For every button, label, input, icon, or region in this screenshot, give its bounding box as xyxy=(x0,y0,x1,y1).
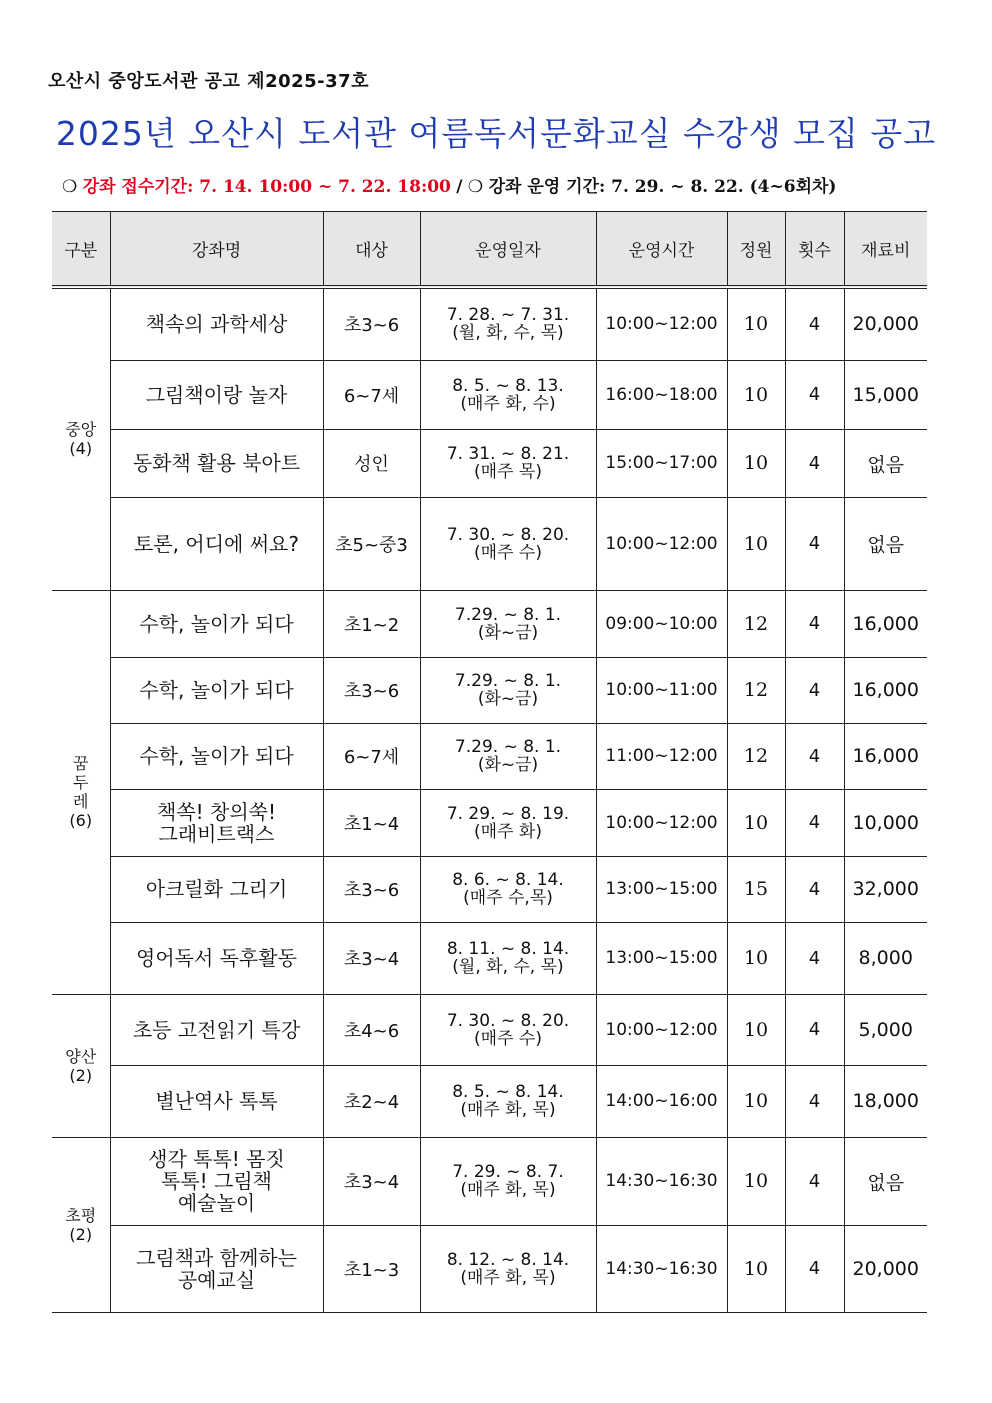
table-row xyxy=(52,922,927,994)
course-name: 수학, 놀이가 되다 xyxy=(110,657,323,723)
capacity-cell: 10 xyxy=(727,1225,785,1312)
time-cell: 14:30~16:30 xyxy=(596,1225,727,1312)
table-header-row xyxy=(52,212,927,288)
time-cell: 13:00~15:00 xyxy=(596,922,727,994)
capacity-cell: 12 xyxy=(727,590,785,657)
fee-cell: 32,000 xyxy=(844,856,927,922)
fee-cell: 20,000 xyxy=(844,287,927,360)
capacity-cell: 10 xyxy=(727,922,785,994)
target-cell: 초3~6 xyxy=(323,287,420,360)
header-target: 대상 xyxy=(323,212,420,288)
table-row xyxy=(52,1065,927,1137)
table-row xyxy=(52,497,927,590)
dates-cell: 7. 31. ~ 8. 21. (매주 목) xyxy=(420,429,596,497)
course-name: 생각 톡톡! 몸짓 톡톡! 그림책 예술놀이 xyxy=(110,1137,323,1225)
dates-cell: 7. 30. ~ 8. 20. (매주 수) xyxy=(420,497,596,590)
target-cell: 6~7세 xyxy=(323,723,420,789)
target-cell: 초2~4 xyxy=(323,1065,420,1137)
fee-cell: 없음 xyxy=(844,1137,927,1225)
time-cell: 10:00~12:00 xyxy=(596,497,727,590)
dates-cell: 8. 6. ~ 8. 14. (매주 수,목) xyxy=(420,856,596,922)
header-fee: 재료비 xyxy=(844,212,927,288)
sessions-cell: 4 xyxy=(785,657,844,723)
sessions-cell: 4 xyxy=(785,922,844,994)
sessions-cell: 4 xyxy=(785,1225,844,1312)
table-row xyxy=(52,789,927,856)
time-cell: 13:00~15:00 xyxy=(596,856,727,922)
fee-cell: 15,000 xyxy=(844,360,927,429)
target-cell: 초3~6 xyxy=(323,856,420,922)
target-cell: 초3~6 xyxy=(323,657,420,723)
course-name: 영어독서 독후활동 xyxy=(110,922,323,994)
table-row xyxy=(52,590,927,657)
target-cell: 초4~6 xyxy=(323,994,420,1065)
circle-bullet-icon: ❍ xyxy=(62,177,78,197)
header-capacity: 정원 xyxy=(727,212,785,288)
header-course: 강좌명 xyxy=(110,212,323,288)
course-name: 그림책이랑 놀자 xyxy=(110,360,323,429)
table-row xyxy=(52,287,927,360)
header-branch: 구분 xyxy=(52,212,110,288)
dates-cell: 7.29. ~ 8. 1. (화~금) xyxy=(420,723,596,789)
time-cell: 14:30~16:30 xyxy=(596,1137,727,1225)
target-cell: 성인 xyxy=(323,429,420,497)
fee-cell: 20,000 xyxy=(844,1225,927,1312)
target-cell: 초1~4 xyxy=(323,789,420,856)
dates-cell: 7. 28. ~ 7. 31. (월, 화, 수, 목) xyxy=(420,287,596,360)
table-row xyxy=(52,1137,927,1225)
sessions-cell: 4 xyxy=(785,856,844,922)
time-cell: 15:00~17:00 xyxy=(596,429,727,497)
operation-period: 강좌 운영 기간: 7. 29. ~ 8. 22. (4~6회차) xyxy=(488,177,837,197)
capacity-cell: 12 xyxy=(727,657,785,723)
target-cell: 6~7세 xyxy=(323,360,420,429)
sessions-cell: 4 xyxy=(785,1137,844,1225)
header-dates: 운영일자 xyxy=(420,212,596,288)
branch-cell: 꿈 두 레 (6) xyxy=(52,590,110,994)
time-cell: 11:00~12:00 xyxy=(596,723,727,789)
capacity-cell: 10 xyxy=(727,360,785,429)
dates-cell: 8. 5. ~ 8. 13. (매주 화, 수) xyxy=(420,360,596,429)
capacity-cell: 10 xyxy=(727,789,785,856)
target-cell: 초1~3 xyxy=(323,1225,420,1312)
target-cell: 초3~4 xyxy=(323,922,420,994)
target-cell: 초5~중3 xyxy=(323,497,420,590)
capacity-cell: 10 xyxy=(727,994,785,1065)
capacity-cell: 10 xyxy=(727,497,785,590)
table-row xyxy=(52,723,927,789)
dates-cell: 8. 11. ~ 8. 14. (월, 화, 수, 목) xyxy=(420,922,596,994)
table-row xyxy=(52,360,927,429)
course-name: 책쏙! 창의쑥! 그래비트랙스 xyxy=(110,789,323,856)
header-sessions: 횟수 xyxy=(785,212,844,288)
fee-cell: 16,000 xyxy=(844,657,927,723)
sessions-cell: 4 xyxy=(785,789,844,856)
time-cell: 14:00~16:00 xyxy=(596,1065,727,1137)
course-name: 별난역사 톡톡 xyxy=(110,1065,323,1137)
course-name: 아크릴화 그리기 xyxy=(110,856,323,922)
time-cell: 10:00~12:00 xyxy=(596,789,727,856)
fee-cell: 10,000 xyxy=(844,789,927,856)
course-table xyxy=(52,211,927,1313)
sessions-cell: 4 xyxy=(785,287,844,360)
course-name: 초등 고전읽기 특강 xyxy=(110,994,323,1065)
dates-cell: 7.29. ~ 8. 1. (화~금) xyxy=(420,590,596,657)
fee-cell: 18,000 xyxy=(844,1065,927,1137)
fee-cell: 없음 xyxy=(844,429,927,497)
sessions-cell: 4 xyxy=(785,1065,844,1137)
sessions-cell: 4 xyxy=(785,360,844,429)
period-line xyxy=(62,172,836,197)
target-cell: 초1~2 xyxy=(323,590,420,657)
course-name: 수학, 놀이가 되다 xyxy=(110,723,323,789)
header-time: 운영시간 xyxy=(596,212,727,288)
course-name: 책속의 과학세상 xyxy=(110,287,323,360)
target-cell: 초3~4 xyxy=(323,1137,420,1225)
branch-cell: 초평 (2) xyxy=(52,1137,110,1312)
dates-cell: 7. 29. ~ 8. 7. (매주 화, 목) xyxy=(420,1137,596,1225)
time-cell: 16:00~18:00 xyxy=(596,360,727,429)
branch-cell: 중앙 (4) xyxy=(52,287,110,590)
capacity-cell: 12 xyxy=(727,723,785,789)
capacity-cell: 10 xyxy=(727,287,785,360)
table-row xyxy=(52,994,927,1065)
page-title: 2025년 오산시 도서관 여름독서문화교실 수강생 모집 공고 xyxy=(55,114,937,153)
dates-cell: 7.29. ~ 8. 1. (화~금) xyxy=(420,657,596,723)
capacity-cell: 10 xyxy=(727,1137,785,1225)
time-cell: 10:00~12:00 xyxy=(596,287,727,360)
sessions-cell: 4 xyxy=(785,590,844,657)
fee-cell: 8,000 xyxy=(844,922,927,994)
fee-cell: 없음 xyxy=(844,497,927,590)
period-separator: / xyxy=(456,177,463,197)
time-cell: 10:00~12:00 xyxy=(596,994,727,1065)
table-row xyxy=(52,856,927,922)
course-name: 동화책 활용 북아트 xyxy=(110,429,323,497)
course-name: 그림책과 함께하는 공예교실 xyxy=(110,1225,323,1312)
sessions-cell: 4 xyxy=(785,723,844,789)
capacity-cell: 15 xyxy=(727,856,785,922)
notice-number: 오산시 중앙도서관 공고 제2025-37호 xyxy=(48,71,370,92)
dates-cell: 7. 29. ~ 8. 19. (매주 화) xyxy=(420,789,596,856)
fee-cell: 5,000 xyxy=(844,994,927,1065)
sessions-cell: 4 xyxy=(785,429,844,497)
table-row xyxy=(52,1225,927,1312)
dates-cell: 8. 12. ~ 8. 14. (매주 화, 목) xyxy=(420,1225,596,1312)
branch-cell: 양산 (2) xyxy=(52,994,110,1137)
course-name: 토론, 어디에 써요? xyxy=(110,497,323,590)
course-name: 수학, 놀이가 되다 xyxy=(110,590,323,657)
dates-cell: 8. 5. ~ 8. 14. (매주 화, 목) xyxy=(420,1065,596,1137)
sessions-cell: 4 xyxy=(785,497,844,590)
registration-period: 강좌 접수기간: 7. 14. 10:00 ~ 7. 22. 18:00 xyxy=(82,177,451,197)
table-row xyxy=(52,429,927,497)
dates-cell: 7. 30. ~ 8. 20. (매주 수) xyxy=(420,994,596,1065)
capacity-cell: 10 xyxy=(727,1065,785,1137)
fee-cell: 16,000 xyxy=(844,723,927,789)
fee-cell: 16,000 xyxy=(844,590,927,657)
time-cell: 10:00~11:00 xyxy=(596,657,727,723)
sessions-cell: 4 xyxy=(785,994,844,1065)
capacity-cell: 10 xyxy=(727,429,785,497)
circle-bullet-icon: ❍ xyxy=(467,177,484,197)
table-row xyxy=(52,657,927,723)
time-cell: 09:00~10:00 xyxy=(596,590,727,657)
